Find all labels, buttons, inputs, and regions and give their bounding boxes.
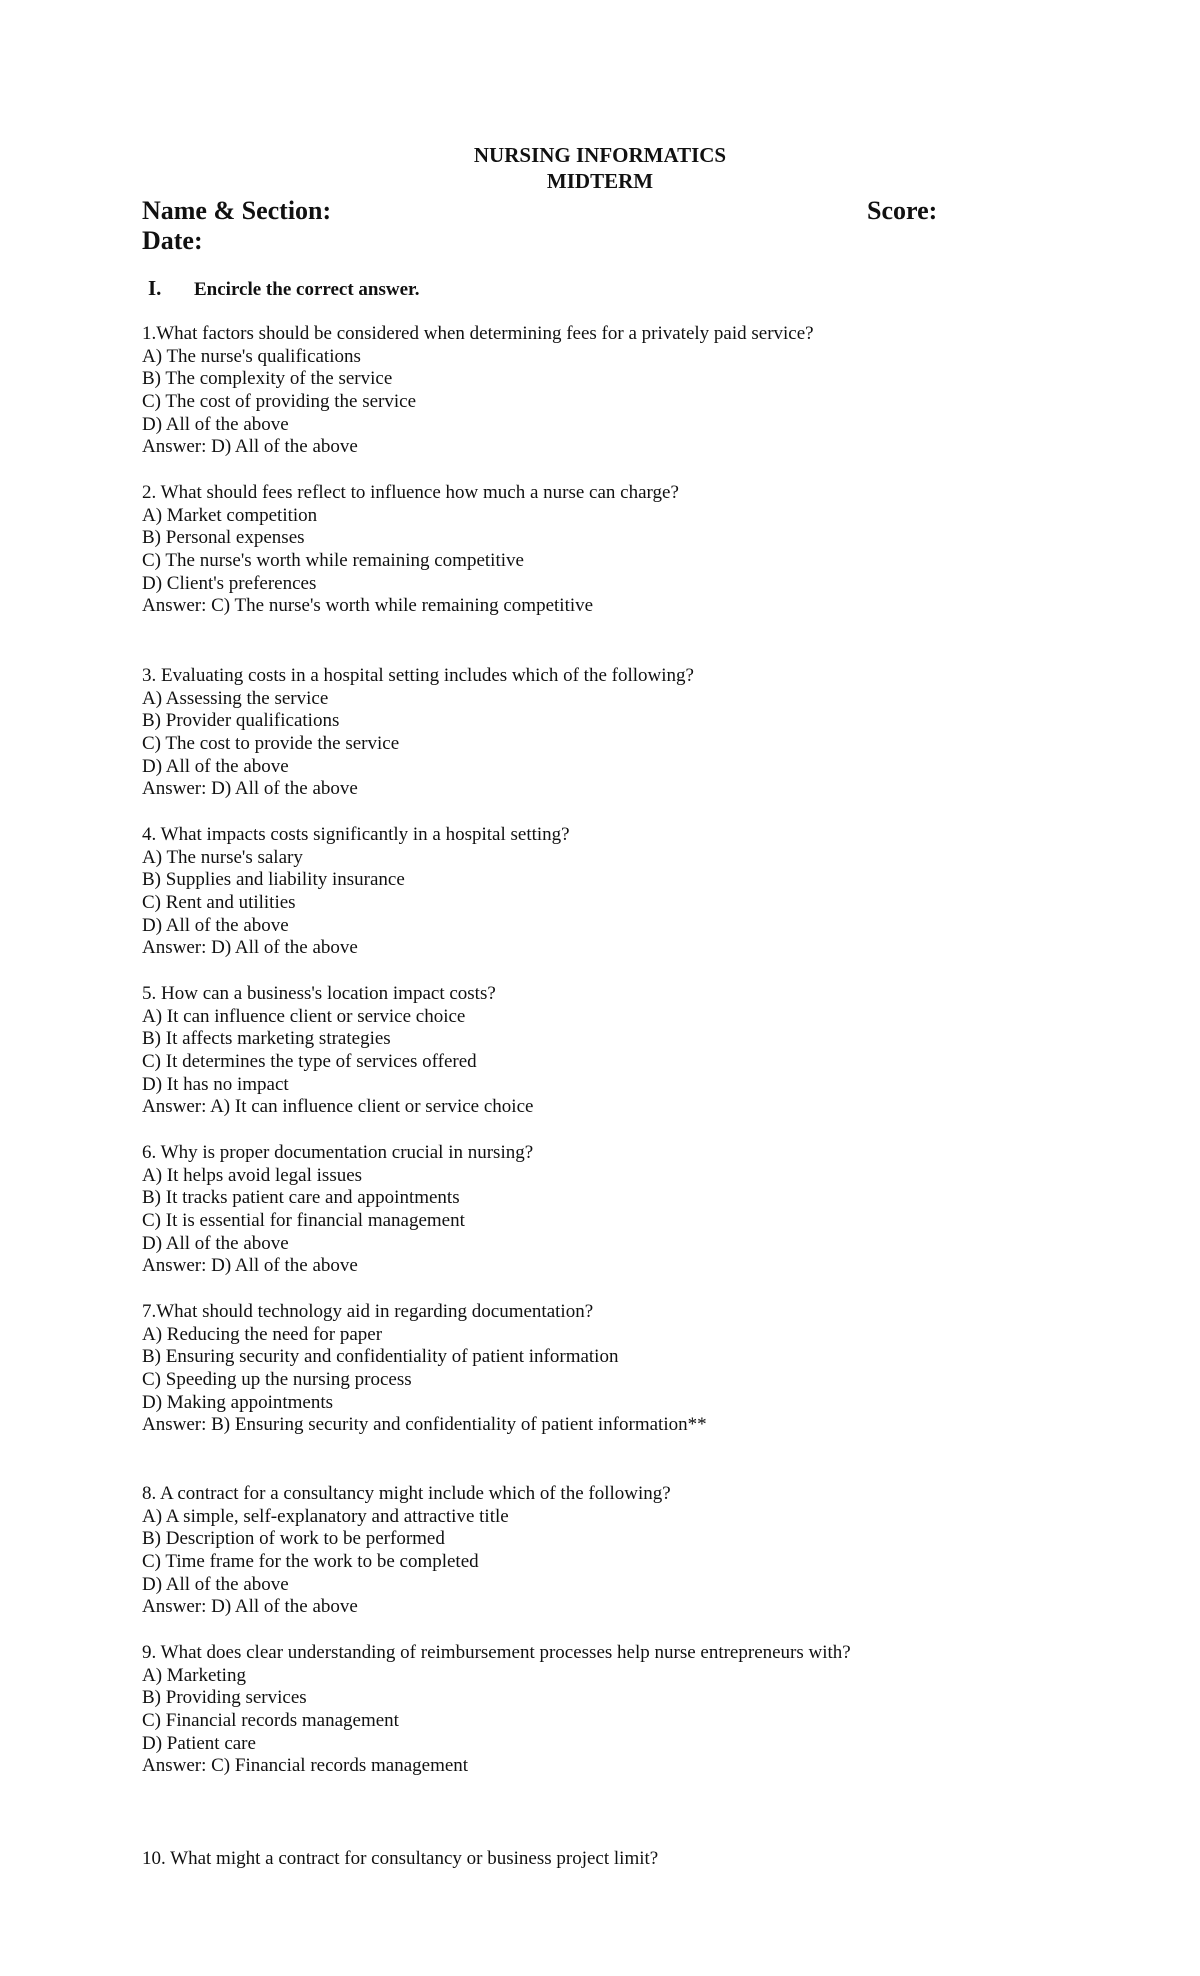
option-b: B) Providing services (142, 1687, 307, 1709)
question-text: 7.What should technology aid in regarding documentation? (142, 1301, 594, 1322)
question-6 (142, 1142, 1142, 1278)
question-text: 2. What should fees reflect to influence how much a nurse can charge? (142, 482, 679, 503)
question-text: 5. How can a business's location impact costs? (142, 983, 496, 1004)
option-d: D) It has no impact (142, 1073, 289, 1095)
question-text: 10. What might a contract for consultancy or business project limit? (142, 1848, 659, 1869)
option-a: A) The nurse's salary (142, 846, 303, 868)
question-text: 8. A contract for a consultancy might include which of the following? (142, 1483, 671, 1504)
option-a: A) Marketing (142, 1664, 246, 1686)
instruction-text: Encircle the correct answer. (194, 279, 420, 300)
option-d: D) Client's preferences (142, 572, 317, 594)
option-b: B) It affects marketing strategies (142, 1028, 391, 1050)
question-7 (142, 1301, 1142, 1437)
option-b: B) Personal expenses (142, 527, 305, 549)
option-b: B) Supplies and liability insurance (142, 869, 405, 891)
answer-line: Answer: D) All of the above (142, 778, 358, 800)
option-a: A) Assessing the service (142, 687, 329, 709)
option-c: C) Rent and utilities (142, 892, 296, 914)
option-b: B) Provider qualifications (142, 710, 340, 732)
option-c: C) The cost of providing the service (142, 391, 417, 413)
option-a: A) The nurse's qualifications (142, 345, 361, 367)
question-1 (142, 323, 1142, 459)
section-instruction (148, 276, 419, 302)
option-a: A) It can influence client or service choice (142, 1005, 466, 1027)
question-8 (142, 1483, 1142, 1619)
question-text: 9. What does clear understanding of reimbursement processes help nurse entrepreneurs with? (142, 1642, 851, 1663)
option-a: A) A simple, self-explanatory and attractive title (142, 1505, 509, 1527)
option-c: C) It determines the type of services offered (142, 1051, 477, 1073)
option-b: B) It tracks patient care and appointments (142, 1187, 460, 1209)
name-section-label: Name & Section: (142, 196, 332, 225)
answer-line: Answer: C) Financial records management (142, 1755, 469, 1777)
option-a: A) It helps avoid legal issues (142, 1164, 363, 1186)
question-text: 1.What factors should be considered when determining fees for a privately paid service? (142, 323, 814, 344)
option-d: D) All of the above (142, 1573, 289, 1595)
option-c: C) Speeding up the nursing process (142, 1369, 412, 1391)
question-2 (142, 482, 1142, 618)
option-a: A) Market competition (142, 504, 318, 526)
answer-line: Answer: D) All of the above (142, 1255, 358, 1277)
option-d: D) Patient care (142, 1732, 256, 1754)
question-4 (142, 824, 1142, 960)
exam-subtitle: MIDTERM (546, 169, 654, 193)
question-10 (142, 1848, 1142, 1871)
exam-title: NURSING INFORMATICS (473, 143, 727, 167)
answer-line: Answer: D) All of the above (142, 937, 358, 959)
question-5 (142, 983, 1142, 1119)
score-label: Score: (867, 196, 938, 225)
option-c: C) The cost to provide the service (142, 733, 400, 755)
section-number: I. (148, 276, 162, 300)
answer-line: Answer: D) All of the above (142, 436, 358, 458)
option-d: D) All of the above (142, 914, 289, 936)
answer-line: Answer: C) The nurse's worth while remaining competitive (142, 595, 594, 617)
option-d: D) All of the above (142, 413, 289, 435)
date-label: Date: (142, 226, 203, 255)
answer-line: Answer: A) It can influence client or service choice (142, 1096, 534, 1118)
option-a: A) Reducing the need for paper (142, 1323, 383, 1345)
option-c: C) It is essential for financial management (142, 1210, 465, 1232)
answer-line: Answer: B) Ensuring security and confidentiality of patient information** (142, 1414, 707, 1436)
option-d: D) All of the above (142, 1232, 289, 1254)
question-text: 3. Evaluating costs in a hospital setting includes which of the following? (142, 665, 694, 686)
option-c: C) Financial records management (142, 1710, 399, 1732)
option-d: D) Making appointments (142, 1391, 334, 1413)
option-c: C) The nurse's worth while remaining competitive (142, 550, 524, 572)
option-d: D) All of the above (142, 755, 289, 777)
option-c: C) Time frame for the work to be completed (142, 1551, 479, 1573)
question-9 (142, 1642, 1142, 1778)
question-3 (142, 665, 1142, 801)
option-b: B) The complexity of the service (142, 368, 393, 390)
option-b: B) Description of work to be performed (142, 1528, 445, 1550)
answer-line: Answer: D) All of the above (142, 1596, 358, 1618)
question-text: 6. Why is proper documentation crucial in nursing? (142, 1142, 534, 1163)
option-b: B) Ensuring security and confidentiality of patient information (142, 1346, 619, 1368)
question-text: 4. What impacts costs significantly in a hospital setting? (142, 824, 570, 845)
